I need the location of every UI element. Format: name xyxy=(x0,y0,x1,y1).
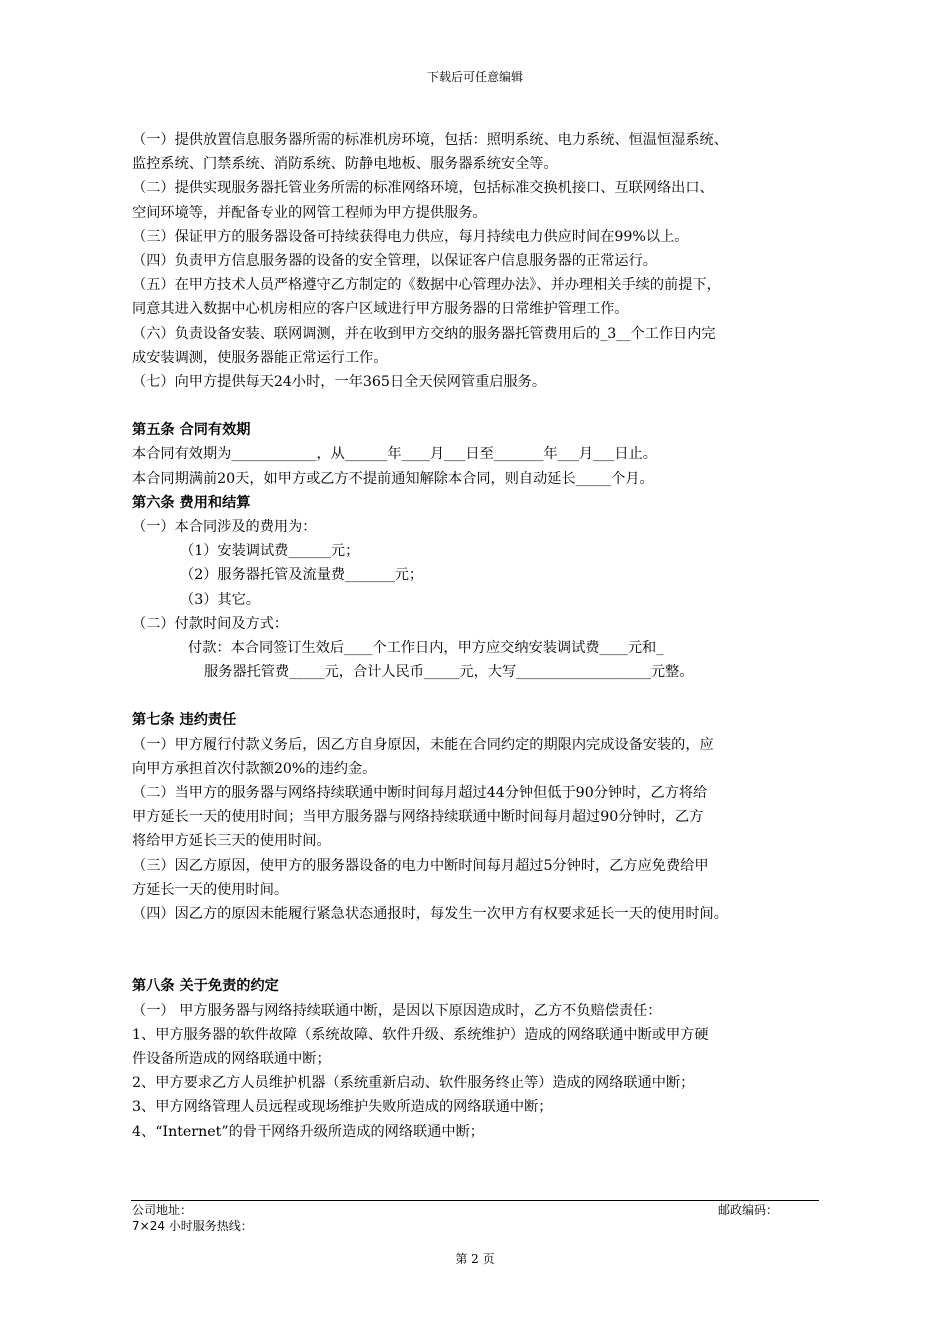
clause-line: （四）因乙方的原因未能履行紧急状态通报时，每发生一次甲方有权要求延长一天的使用时间。 xyxy=(132,906,728,923)
section-6-heading: 第六条 费用和结算 xyxy=(132,494,251,511)
clause-line: （五）在甲方技术人员严格遵守乙方制定的《数据中心管理办法》、并办理相关手续的前提下， xyxy=(132,277,721,294)
clause-line: （二）提供实现服务器托管业务所需的标准网络环境，包括标准交换机接口、互联网络出口、 xyxy=(132,180,714,197)
section-5-heading: 第五条 合同有效期 xyxy=(132,422,251,439)
postcode-label: 邮政编码： xyxy=(718,1203,779,1217)
clause-line: 向甲方承担首次付款额20%的违约金。 xyxy=(132,760,377,777)
footer-left xyxy=(132,1202,253,1234)
payment-line: 服务器托管费_____元，合计人民币_____元，大写___________________元整。 xyxy=(204,664,694,681)
clause-line: （一）提供放置信息服务器所需的标准机房环境，包括：照明系统、电力系统、恒温恒湿系统、 xyxy=(132,132,728,148)
footer-divider xyxy=(131,1200,819,1201)
payment-line: 付款：本合同签订生效后____个工作日内，甲方应交纳安装调试费____元和_ xyxy=(188,640,664,657)
clause-line: 空间环境等，并配备专业的网管工程师为甲方提供服务。 xyxy=(132,204,487,221)
clause-line: （三）因乙方原因，使甲方的服务器设备的电力中断时间每月超过5分钟时，乙方应免费给甲 xyxy=(132,857,709,874)
clause-line: （一）甲方履行付款义务后，因乙方自身原因，未能在合同约定的期限内完成设备安装的，应 xyxy=(132,736,714,753)
clause-line: （一）本合同涉及的费用为： xyxy=(132,519,317,536)
clause-line: 3、甲方网络管理人员远程或现场维护失败所造成的网络联通中断； xyxy=(132,1099,553,1116)
clause-line: 件设备所造成的网络联通中断； xyxy=(132,1050,331,1067)
clause-line: （六）负责设备安装、联网调测，并在收到甲方交纳的服务器托管费用后的_3__个工作日内完 xyxy=(132,325,716,342)
clause-line: 将给甲方延长三天的使用时间。 xyxy=(132,833,331,850)
clause-line: 2、甲方要求乙方人员维护机器（系统重新启动、软件服务终止等）造成的网络联通中断； xyxy=(132,1075,695,1092)
clause-line: 方延长一天的使用时间。 xyxy=(132,881,289,898)
clause-line: 本合同期满前20天，如甲方或乙方不提前通知解除本合同，则自动延长_____个月。 xyxy=(132,470,654,487)
clause-line: （四）负责甲方信息服务器的设备的安全管理，以保证客户信息服务器的正常运行。 xyxy=(132,253,657,270)
section-8-heading: 第八条 关于免责的约定 xyxy=(132,978,279,995)
clause-line: （三）保证甲方的服务器设备可持续获得电力供应，每月持续电力供应时间在99%以上。 xyxy=(132,228,689,245)
clause-line: 同意其进入数据中心机房相应的客户区域进行甲方服务器的日常维护管理工作。 xyxy=(132,301,629,318)
clause-line: 1、甲方服务器的软件故障（系统故障、软件升级、系统维护）造成的网络联通中断或甲方硬 xyxy=(132,1026,709,1043)
clause-line: （一） 甲方服务器与网络持续联通中断，是因以下原因造成时，乙方不负赔偿责任： xyxy=(132,1002,662,1019)
page-number: 第 2 页 xyxy=(455,1252,495,1266)
clause-line: （七）向甲方提供每天24小时，一年365日全天侯网管重启服务。 xyxy=(132,374,547,391)
service-hotline-label: 7×24 小时服务热线： xyxy=(132,1219,253,1233)
clause-line: （二）当甲方的服务器与网络持续联通中断时间每月超过44分钟但低于90分钟时，乙方将给 xyxy=(132,785,708,802)
clause-line: 4、“Internet”的骨干网络升级所造成的网络联通中断； xyxy=(132,1123,484,1140)
clause-line: 成安装调测，使服务器能正常运行工作。 xyxy=(132,349,388,366)
fee-item: （1）安装调试费______元； xyxy=(180,543,360,560)
clause-line: 监控系统、门禁系统、消防系统、防静电地板、服务器系统安全等。 xyxy=(132,156,558,173)
fee-item: （2）服务器托管及流量费_______元； xyxy=(180,567,424,584)
clause-line: 甲方延长一天的使用时间；当甲方服务器与网络持续联通中断时间每月超过90分钟时，乙方 xyxy=(132,809,704,826)
document-body xyxy=(132,128,832,1144)
clause-line: 本合同有效期为____________，从______年____月___日至_______年___月___日止。 xyxy=(132,446,657,463)
clause-line: （二）付款时间及方式： xyxy=(132,615,289,632)
section-7-heading: 第七条 违约责任 xyxy=(132,712,237,729)
page-header: 下载后可任意编辑 xyxy=(426,70,523,84)
company-address-label: 公司地址： xyxy=(132,1203,193,1217)
fee-item: （3）其它。 xyxy=(180,591,260,608)
